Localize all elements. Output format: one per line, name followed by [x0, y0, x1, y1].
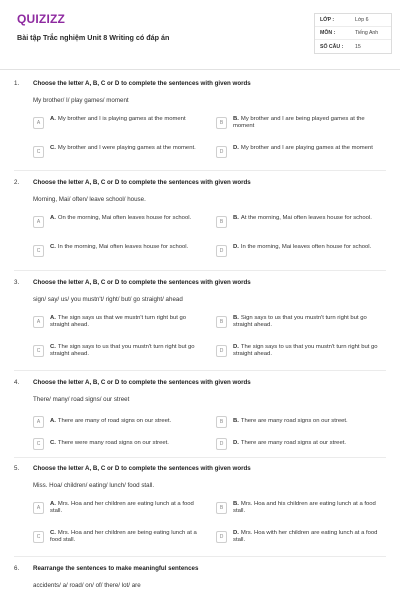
- option-box[interactable]: D: [216, 146, 227, 158]
- option-letter: A.: [50, 116, 56, 122]
- option-text: In the morning, Mai often leaves house for school.: [57, 244, 189, 250]
- question-instruction: Choose the letter A, B, C or D to complete the sentences with given words: [33, 465, 251, 472]
- option-b[interactable]: [216, 116, 386, 131]
- option-text: Mrs. Hoa and her children are eating lunch at a food stall.: [50, 501, 194, 515]
- option-box[interactable]: A: [33, 117, 44, 129]
- option-letter: B.: [233, 116, 239, 122]
- option-box[interactable]: C: [33, 438, 44, 450]
- option-a[interactable]: [33, 415, 203, 428]
- option-a[interactable]: [33, 215, 203, 228]
- meta-key: SỐ CÂU :: [320, 43, 344, 50]
- option-box[interactable]: A: [33, 216, 44, 228]
- option-b[interactable]: [216, 215, 386, 228]
- option-letter: C.: [50, 530, 56, 536]
- question-divider: [14, 370, 386, 371]
- option-c[interactable]: [33, 530, 203, 545]
- meta-row-count: [315, 40, 391, 53]
- option-text: In the morning, Mai leaves often house for school.: [240, 244, 372, 250]
- question-divider: [14, 457, 386, 458]
- option-b[interactable]: [216, 415, 386, 428]
- option-letter: D.: [233, 344, 239, 350]
- option-box[interactable]: C: [33, 146, 44, 158]
- option-box[interactable]: D: [216, 438, 227, 450]
- worksheet-header: [0, 0, 400, 70]
- option-c[interactable]: [33, 344, 203, 359]
- question-prompt: sign/ say/ us/ you mustn't/ right/ but/ go straight/ ahead: [33, 296, 183, 303]
- option-c[interactable]: [33, 437, 203, 450]
- option-letter: D.: [233, 145, 239, 151]
- option-text: There are many of road signs on our street.: [57, 418, 172, 424]
- option-box[interactable]: B: [216, 502, 227, 514]
- option-box[interactable]: A: [33, 316, 44, 328]
- question-prompt: Morning, Mai/ often/ leave school/ house.: [33, 196, 146, 203]
- option-box[interactable]: A: [33, 416, 44, 428]
- option-c[interactable]: [33, 244, 203, 257]
- option-letter: C.: [50, 344, 56, 350]
- option-letter: A.: [50, 501, 56, 507]
- option-d[interactable]: [216, 145, 386, 158]
- option-box[interactable]: D: [216, 531, 227, 543]
- option-box[interactable]: C: [33, 345, 44, 357]
- option-box[interactable]: C: [33, 245, 44, 257]
- question-prompt: Miss. Hoa/ children/ eating/ lunch/ food stall.: [33, 482, 155, 489]
- question-prompt: accidents/ a/ road/ on/ of/ there/ lot/ are: [33, 582, 141, 589]
- option-letter: C.: [50, 440, 56, 446]
- option-letter: B.: [233, 501, 239, 507]
- option-text: Mrs. Hoa and her children are being eating lunch at a food stall.: [50, 530, 197, 544]
- option-box[interactable]: B: [216, 316, 227, 328]
- question-instruction: Choose the letter A, B, C or D to complete the sentences with given words: [33, 379, 251, 386]
- worksheet-title: Bài tập Trắc nghiệm Unit 8 Writing có đáp án: [17, 33, 170, 42]
- option-text: Sign says to us that you mustn't turn right but go straight ahead.: [233, 315, 367, 329]
- question-divider: [14, 170, 386, 171]
- meta-row-class: [315, 14, 391, 27]
- question-divider: [14, 270, 386, 271]
- option-text: Mrs. Hoa with her children are eating lunch at a food stall.: [233, 530, 378, 544]
- option-text: My brother and I are being played games at the moment: [233, 116, 365, 130]
- option-box[interactable]: C: [33, 531, 44, 543]
- option-d[interactable]: [216, 244, 386, 257]
- question-number: 1.: [14, 80, 20, 87]
- option-a[interactable]: [33, 501, 203, 516]
- option-letter: B.: [233, 418, 239, 424]
- option-letter: D.: [233, 440, 239, 446]
- option-text: The sign says to us that you mustn't turn right but go straight ahead.: [50, 344, 195, 358]
- option-box[interactable]: B: [216, 216, 227, 228]
- option-text: My brother and I is playing games at the moment: [57, 116, 186, 122]
- option-box[interactable]: B: [216, 416, 227, 428]
- option-text: The sign says to us that you mustn't turn right but go straight ahead.: [233, 344, 378, 358]
- option-c[interactable]: [33, 145, 203, 158]
- option-letter: B.: [233, 315, 239, 321]
- meta-row-subject: [315, 27, 391, 40]
- option-text: There are many road signs on our street.: [240, 418, 348, 424]
- option-letter: C.: [50, 145, 56, 151]
- option-b[interactable]: [216, 501, 386, 516]
- meta-value: Tiếng Anh: [355, 30, 379, 36]
- meta-value: Lớp 6: [355, 17, 369, 23]
- option-text: On the morning, Mai often leaves house for school.: [57, 215, 192, 221]
- meta-value: 15: [355, 43, 361, 50]
- option-box[interactable]: D: [216, 245, 227, 257]
- option-letter: A.: [50, 215, 56, 221]
- question-instruction: Rearrange the sentences to make meaningful sentences: [33, 565, 199, 572]
- option-letter: A.: [50, 418, 56, 424]
- option-letter: D.: [233, 244, 239, 250]
- worksheet-meta-table: [314, 13, 392, 54]
- question-prompt: There/ many/ road signs/ our street: [33, 396, 130, 403]
- option-text: At the morning, Mai often leaves house for school.: [240, 215, 372, 221]
- option-a[interactable]: [33, 116, 203, 129]
- question-number: 3.: [14, 279, 20, 286]
- option-text: My brother and I are playing games at the moment: [240, 145, 373, 151]
- option-b[interactable]: [216, 315, 386, 330]
- question-instruction: Choose the letter A, B, C or D to complete the sentences with given words: [33, 179, 251, 186]
- question-instruction: Choose the letter A, B, C or D to complete the sentences with given words: [33, 80, 251, 87]
- option-letter: B.: [233, 215, 239, 221]
- option-d[interactable]: [216, 344, 386, 359]
- question-divider: [14, 556, 386, 557]
- option-text: There are many road signs at our street.: [240, 440, 347, 446]
- option-letter: D.: [233, 530, 239, 536]
- option-box[interactable]: A: [33, 502, 44, 514]
- question-number: 2.: [14, 179, 20, 186]
- question-prompt: My brother/ I/ play games/ moment: [33, 97, 129, 104]
- option-d[interactable]: [216, 530, 386, 545]
- question-instruction: Choose the letter A, B, C or D to complete the sentences with given words: [33, 279, 251, 286]
- option-text: The sign says us that we mustn't turn right but go straight ahead.: [50, 315, 187, 329]
- option-box[interactable]: D: [216, 345, 227, 357]
- meta-key: MÔN :: [320, 30, 336, 36]
- meta-key: LỚP :: [320, 17, 335, 23]
- option-text: Mrs. Hoa and his children are eating lunch at a food stall.: [233, 501, 376, 515]
- option-box[interactable]: B: [216, 117, 227, 129]
- option-a[interactable]: [33, 315, 203, 330]
- option-text: My brother and I were playing games at the moment.: [57, 145, 196, 151]
- option-letter: A.: [50, 315, 56, 321]
- question-number: 4.: [14, 379, 20, 386]
- quizizz-logo[interactable]: QUIZIZZ: [17, 12, 66, 26]
- option-text: There were many road signs on our street.: [57, 440, 169, 446]
- option-d[interactable]: [216, 437, 386, 450]
- question-number: 5.: [14, 465, 20, 472]
- question-number: 6.: [14, 565, 20, 572]
- option-letter: C.: [50, 244, 56, 250]
